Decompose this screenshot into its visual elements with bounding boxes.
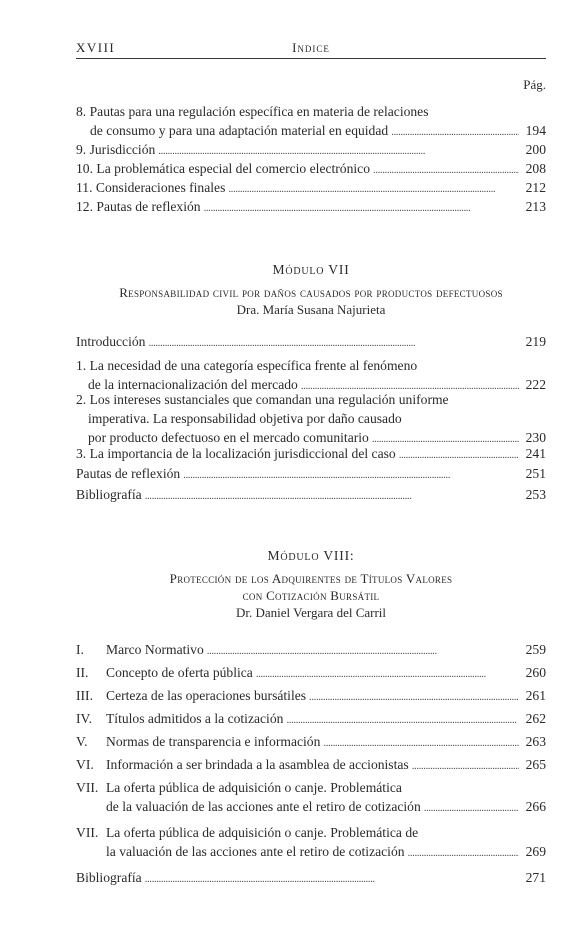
toc-entry-number: V. xyxy=(76,734,88,749)
toc-entry xyxy=(76,485,546,506)
toc-entry xyxy=(76,332,546,353)
toc-entry-text: Información a ser brindada a la asamblea de accionistas xyxy=(106,757,409,772)
leader-dots xyxy=(424,797,519,818)
leader-dots xyxy=(399,444,519,465)
leader-dots xyxy=(145,868,519,889)
toc-entry-text: 3. La importancia de la localización jurisdiccional del caso xyxy=(76,446,396,461)
toc-entry-text: de la valuación de las acciones ante el retiro de cotización xyxy=(106,799,421,814)
toc-page-number: 208 xyxy=(525,161,546,176)
toc-entry-number: IV. xyxy=(76,711,92,726)
toc-entry-text: 9. Jurisdicción xyxy=(76,142,156,157)
toc-entry xyxy=(76,663,546,684)
module-subtitle: Responsabilidad civil por daños causados por productos defectuosos xyxy=(119,285,503,300)
toc-entry-text: Concepto de oferta pública xyxy=(106,665,253,680)
leader-dots xyxy=(207,640,519,661)
toc-entry-text: 8. Pautas para una regulación específica en materia de relaciones xyxy=(76,104,429,119)
toc-entry-text: Bibliografía xyxy=(76,487,142,502)
toc-page-number: 194 xyxy=(525,123,546,138)
toc-entry-text: de la internacionalización del mercado xyxy=(88,377,298,392)
page-column-label: Pág. xyxy=(523,77,546,92)
module-heading xyxy=(76,262,546,318)
toc-page-number: 271 xyxy=(525,870,546,885)
toc-page-number: 259 xyxy=(525,642,546,657)
toc-entry xyxy=(76,178,546,199)
leader-dots xyxy=(228,178,519,199)
toc-page-number: 263 xyxy=(525,734,546,749)
toc-entry xyxy=(76,464,546,485)
toc-entry-text: de consumo y para una adaptación material en equidad xyxy=(90,123,389,138)
toc-entry-text: Marco Normativo xyxy=(106,642,204,657)
toc-entry-text: 12. Pautas de reflexión xyxy=(76,199,201,214)
toc-entry-text: Bibliografía xyxy=(76,870,142,885)
toc-entry-text: La oferta pública de adquisición o canje. Problemática xyxy=(106,780,402,795)
toc-entry xyxy=(76,444,546,465)
leader-dots xyxy=(145,485,519,506)
toc-entry-text: Normas de transparencia e información xyxy=(106,734,321,749)
toc-entry xyxy=(76,868,546,889)
toc-entry xyxy=(76,640,546,661)
toc-entry-text: imperativa. La responsabilidad objetiva por daño causado xyxy=(88,411,402,426)
toc-page-number: 265 xyxy=(525,757,546,772)
toc-entry-text: 2. Los intereses sustanciales que comandan una regulación uniforme xyxy=(76,392,449,407)
toc-page-number: 219 xyxy=(525,334,546,349)
module-subtitle: con Cotización Bursátil xyxy=(242,588,380,603)
leader-dots xyxy=(286,709,519,730)
leader-dots xyxy=(391,121,519,142)
toc-page-number: 222 xyxy=(525,377,546,392)
toc-entry-text: Introducción xyxy=(76,334,146,349)
running-header xyxy=(76,40,546,59)
toc-entry-number: II. xyxy=(76,665,89,680)
toc-entry xyxy=(76,140,546,161)
toc-page-number: 230 xyxy=(525,430,546,445)
module-title: Módulo VIII: xyxy=(267,548,355,563)
toc-entry xyxy=(76,732,546,753)
toc-entry xyxy=(76,197,546,218)
toc-entry-text: 10. La problemática especial del comercio electrónico xyxy=(76,161,371,176)
leader-dots xyxy=(148,332,519,353)
leader-dots xyxy=(408,842,519,863)
module-heading xyxy=(76,548,546,621)
toc-entry-number: VI. xyxy=(76,757,94,772)
toc-page-number: 200 xyxy=(525,142,546,157)
toc-entry xyxy=(76,778,546,818)
toc-entry-text: 11. Consideraciones finales xyxy=(76,180,226,195)
leader-dots xyxy=(256,663,519,684)
toc-entry-text: la valuación de las acciones ante el retiro de cotización xyxy=(106,844,405,859)
toc-page-number: 253 xyxy=(525,487,546,502)
toc-entry xyxy=(76,709,546,730)
toc-entry-number: III. xyxy=(76,688,93,703)
leader-dots xyxy=(309,686,519,707)
leader-dots xyxy=(158,140,519,161)
page-number-roman: XVIII xyxy=(76,40,116,55)
toc-entry-number: VII. xyxy=(76,825,99,840)
leader-dots xyxy=(204,197,519,218)
toc-page-number: 262 xyxy=(525,711,546,726)
leader-dots xyxy=(373,159,519,180)
toc-entry-number: VII. xyxy=(76,780,99,795)
toc-entry xyxy=(76,686,546,707)
toc-entry-text: 1. La necesidad de una categoría específica frente al fenómeno xyxy=(76,358,418,373)
toc-page-number: 261 xyxy=(525,688,546,703)
toc-page-number: 260 xyxy=(525,665,546,680)
toc-page-number: 241 xyxy=(525,446,546,461)
toc-entry-text: Títulos admitidos a la cotización xyxy=(106,711,284,726)
toc-entry-text: Pautas de reflexión xyxy=(76,466,181,481)
toc-entry xyxy=(76,390,546,449)
toc-entry-text: La oferta pública de adquisición o canje. Problemática de xyxy=(106,825,419,840)
module-author: Dra. María Susana Najurieta xyxy=(236,302,386,317)
module-author: Dr. Daniel Vergara del Carril xyxy=(235,605,387,620)
toc-entry xyxy=(76,159,546,180)
toc-page-number: 251 xyxy=(525,466,546,481)
toc-entry-text: por producto defectuoso en el mercado comunitario xyxy=(88,430,369,445)
toc-page-number: 266 xyxy=(525,799,546,814)
toc-page-number: 212 xyxy=(525,180,546,195)
toc-page-number: 269 xyxy=(525,844,546,859)
module-title: Módulo VII xyxy=(272,262,350,277)
toc-entry-number: I. xyxy=(76,642,84,657)
roman-toc-list xyxy=(76,640,546,889)
toc-entry-text: Certeza de las operaciones bursátiles xyxy=(106,688,307,703)
leader-dots xyxy=(323,732,519,753)
leader-dots xyxy=(183,464,519,485)
toc-page-number: 213 xyxy=(525,199,546,214)
toc-entry xyxy=(76,823,546,863)
toc-entry xyxy=(76,755,546,776)
leader-dots xyxy=(412,755,519,776)
module-subtitle: Protección de los Adquirentes de Títulos Valores xyxy=(169,571,453,586)
header-title: Indice xyxy=(292,40,330,55)
toc-entry xyxy=(76,102,546,142)
